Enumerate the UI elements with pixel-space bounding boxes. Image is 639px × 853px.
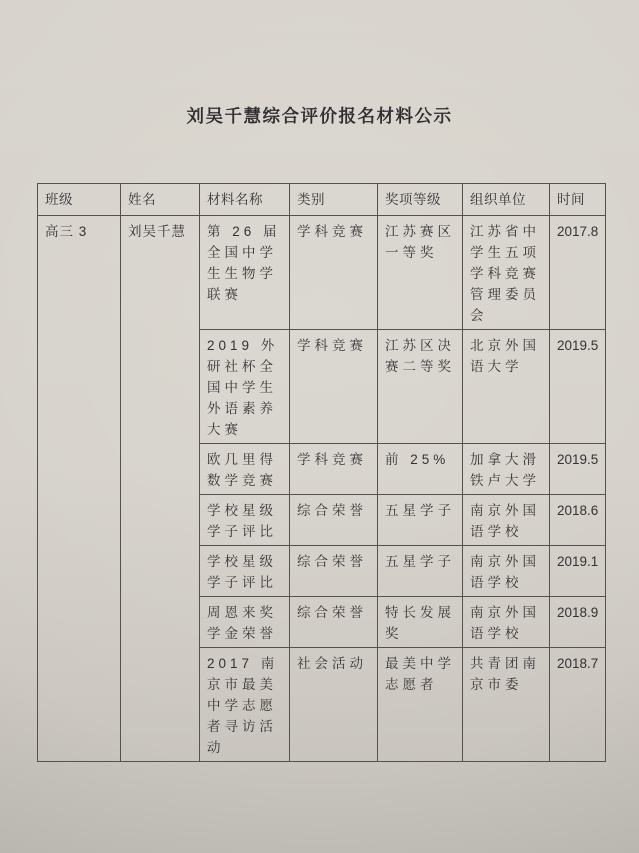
cell-time: 2018.7 — [550, 648, 606, 762]
cell-award: 前 25% — [378, 444, 463, 495]
cell-material: 周恩来奖学金荣誉 — [200, 597, 290, 648]
cell-material: 2019 外研社杯全国中学生外语素养大赛 — [200, 330, 290, 444]
materials-table — [37, 183, 606, 762]
cell-category: 学科竞赛 — [290, 216, 378, 330]
cell-organizer: 北京外国语大学 — [463, 330, 550, 444]
column-header-time: 时间 — [550, 184, 606, 216]
column-header-material: 材料名称 — [200, 184, 290, 216]
cell-class-name: 高三 3 — [38, 216, 121, 762]
table-row — [38, 216, 606, 330]
cell-material: 第 26 届全国中学生生物学联赛 — [200, 216, 290, 330]
column-header-organizer: 组织单位 — [463, 184, 550, 216]
cell-time: 2019.1 — [550, 546, 606, 597]
cell-category: 综合荣誉 — [290, 546, 378, 597]
cell-organizer: 江苏省中学生五项学科竞赛管理委员会 — [463, 216, 550, 330]
cell-material: 学校星级学子评比 — [200, 546, 290, 597]
column-header-name: 姓名 — [121, 184, 200, 216]
cell-category: 学科竞赛 — [290, 330, 378, 444]
cell-category: 综合荣誉 — [290, 597, 378, 648]
cell-organizer: 共青团南京市委 — [463, 648, 550, 762]
cell-organizer: 南京外国语学校 — [463, 597, 550, 648]
cell-category: 社会活动 — [290, 648, 378, 762]
cell-material: 2017 南京市最美中学志愿者寻访活动 — [200, 648, 290, 762]
column-header-award: 奖项等级 — [378, 184, 463, 216]
cell-award: 特长发展奖 — [378, 597, 463, 648]
cell-award: 五星学子 — [378, 495, 463, 546]
cell-time: 2019.5 — [550, 330, 606, 444]
cell-organizer: 南京外国语学校 — [463, 546, 550, 597]
cell-organizer: 南京外国语学校 — [463, 495, 550, 546]
cell-category: 学科竞赛 — [290, 444, 378, 495]
cell-award: 五星学子 — [378, 546, 463, 597]
cell-time: 2019.5 — [550, 444, 606, 495]
header-row — [38, 184, 606, 216]
cell-award: 江苏赛区一等奖 — [378, 216, 463, 330]
cell-organizer: 加拿大滑铁卢大学 — [463, 444, 550, 495]
cell-material: 学校星级学子评比 — [200, 495, 290, 546]
column-header-class: 班级 — [38, 184, 121, 216]
page-title: 刘吴千慧综合评价报名材料公示 — [186, 106, 453, 126]
cell-student-name: 刘吴千慧 — [121, 216, 200, 762]
cell-time: 2018.9 — [550, 597, 606, 648]
column-header-category: 类别 — [290, 184, 378, 216]
cell-award: 最美中学志愿者 — [378, 648, 463, 762]
cell-award: 江苏区决赛二等奖 — [378, 330, 463, 444]
cell-category: 综合荣誉 — [290, 495, 378, 546]
cell-time: 2018.6 — [550, 495, 606, 546]
cell-material: 欧几里得数学竞赛 — [200, 444, 290, 495]
cell-time: 2017.8 — [550, 216, 606, 330]
